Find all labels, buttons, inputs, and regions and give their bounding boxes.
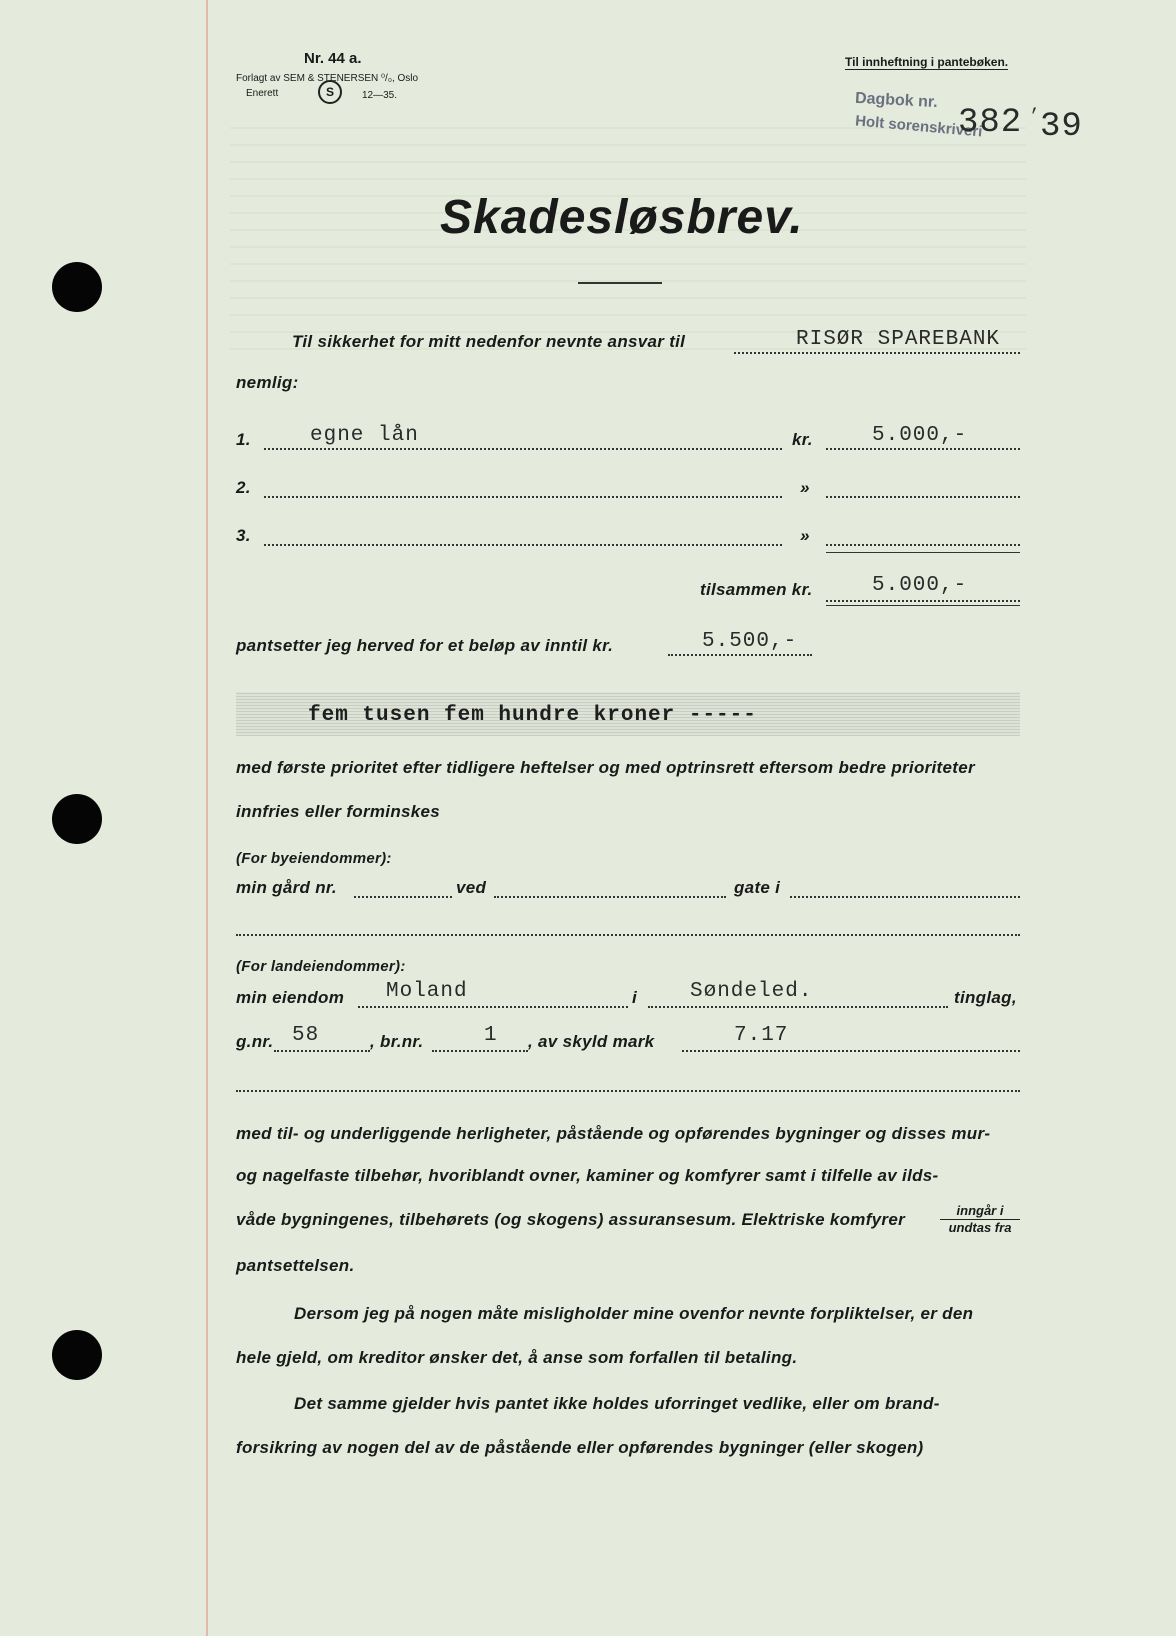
city-property-heading: (For byeiendommer): <box>236 850 392 867</box>
gate-field[interactable] <box>790 896 1020 898</box>
pledge-amount-in-words[interactable]: fem tusen fem hundre kroner ----- <box>308 704 757 727</box>
priority-line-1: med første prioritet efter tidligere heftelser og med optrinsrett eftersom bedre prioriteter <box>236 758 975 777</box>
creditor-field-line <box>734 352 1020 354</box>
body-line-1: med til- og underliggende herligheter, påstående og opførendes bygninger og disses mur- <box>236 1124 991 1143</box>
gaard-label: min gård nr. <box>236 878 337 897</box>
item-1-line <box>264 448 782 450</box>
brnr-value[interactable]: 1 <box>484 1024 498 1047</box>
item-1-number: 1. <box>236 430 251 449</box>
punch-hole-bottom <box>52 1330 102 1380</box>
pledge-label: pantsetter jeg herved for et beløp av inntil kr. <box>236 636 614 655</box>
rural-property-heading: (For landeiendommer): <box>236 958 406 975</box>
gnr-label: g.nr. <box>236 1032 274 1051</box>
item-3-line[interactable] <box>264 544 782 546</box>
punch-hole-middle <box>52 794 102 844</box>
city-extra-line[interactable] <box>236 934 1020 936</box>
brnr-label: , br.nr. <box>370 1032 424 1051</box>
item-2-number: 2. <box>236 478 251 497</box>
body-line-2: og nagelfaste tilbehør, hvoriblandt ovner, kaminer og komfyrer samt i tilfelle av ilds- <box>236 1166 939 1185</box>
diary-number: 382 <box>958 104 1023 142</box>
item-2-amount-line[interactable] <box>826 496 1020 498</box>
tinglag-label: tinglag, <box>954 988 1017 1007</box>
gnr-field-line <box>274 1050 370 1052</box>
court-stamp: Holt sorenskriveri <box>854 112 984 141</box>
ved-field[interactable] <box>494 896 726 898</box>
i-value[interactable]: Søndeled. <box>690 980 813 1003</box>
gnr-value[interactable]: 58 <box>292 1024 320 1047</box>
item-1-amount[interactable]: 5.000,- <box>872 424 968 447</box>
total-amount[interactable]: 5.000,- <box>872 574 968 597</box>
body-line-3: våde bygningenes, tilbehørets (og skogens) assuransesum. Elektriske komfyrer <box>236 1210 906 1229</box>
ved-label: ved <box>456 878 487 897</box>
intro-label: Til sikkerhet for mitt nedenfor nevnte ansvar til <box>292 332 686 351</box>
document-title: Skadesløsbrev. <box>440 191 804 244</box>
body-line-5: Dersom jeg på nogen måte misligholder mine ovenfor nevnte forpliktelser, er den <box>294 1304 974 1323</box>
eiendom-label: min eiendom <box>236 988 345 1007</box>
diary-year: 39 <box>1040 108 1083 146</box>
gaard-field[interactable] <box>354 896 452 898</box>
skyld-label: , av skyld mark <box>528 1032 655 1051</box>
sum-rule <box>826 552 1020 553</box>
item-2-unit: » <box>800 478 810 497</box>
total-label: tilsammen kr. <box>700 580 813 599</box>
nemlig-label: nemlig: <box>236 373 299 392</box>
item-3-number: 3. <box>236 526 251 545</box>
body-line-8: forsikring av nogen del av de påstående eller opførendes bygninger (eller skogen) <box>236 1438 924 1457</box>
komfyrer-option-undtas[interactable]: undtas fra <box>948 1220 1012 1235</box>
item-1-description[interactable]: egne lån <box>310 424 419 447</box>
title-underline <box>578 282 662 284</box>
publisher-date: 12—35. <box>362 90 398 101</box>
body-line-4: pantsettelsen. <box>236 1256 355 1275</box>
rural-extra-line[interactable] <box>236 1090 1020 1092</box>
total-amount-line <box>826 600 1020 602</box>
item-1-unit: kr. <box>792 430 813 449</box>
brnr-field-line <box>432 1050 528 1052</box>
i-field-line <box>648 1006 948 1008</box>
filing-note: Til innheftning i pantebøken. <box>845 55 1009 69</box>
item-1-amount-line <box>826 448 1020 450</box>
priority-line-2: innfries eller forminskes <box>236 802 441 821</box>
publisher-line: Forlagt av SEM & STENERSEN ⁰/₀, Oslo <box>236 73 419 84</box>
gate-label: gate i <box>734 878 781 897</box>
pledge-amount-line <box>668 654 812 656</box>
body-line-7: Det samme gjelder hvis pantet ikke holdes uforringet vedlike, eller om brand- <box>294 1394 940 1413</box>
diary-separator: , <box>1030 96 1042 116</box>
item-3-amount-line[interactable] <box>826 544 1020 546</box>
body-line-6: hele gjeld, om kreditor ønsker det, å anse som forfallen til betaling. <box>236 1348 798 1367</box>
form-number: Nr. 44 a. <box>304 50 362 67</box>
komfyrer-option-box[interactable] <box>940 1203 1020 1236</box>
skyld-value[interactable]: 7.17 <box>734 1024 789 1047</box>
item-3-unit: » <box>800 526 810 545</box>
publisher-logo-icon: S <box>318 80 342 104</box>
punch-hole-top <box>52 262 102 312</box>
diary-stamp-label: Dagbok nr. <box>854 89 939 112</box>
eiendom-field-line <box>358 1006 628 1008</box>
margin-rule <box>206 0 208 1636</box>
i-label: i <box>632 988 638 1007</box>
total-rule <box>826 605 1020 606</box>
publisher-enerett: Enerett <box>246 88 279 99</box>
eiendom-value[interactable]: Moland <box>386 980 468 1003</box>
creditor-name[interactable]: RISØR SPAREBANK <box>796 328 1001 351</box>
skyld-field-line <box>682 1050 1020 1052</box>
item-2-line[interactable] <box>264 496 782 498</box>
komfyrer-option-inngaar[interactable]: inngår i <box>940 1203 1020 1220</box>
pledge-amount[interactable]: 5.500,- <box>702 630 798 653</box>
